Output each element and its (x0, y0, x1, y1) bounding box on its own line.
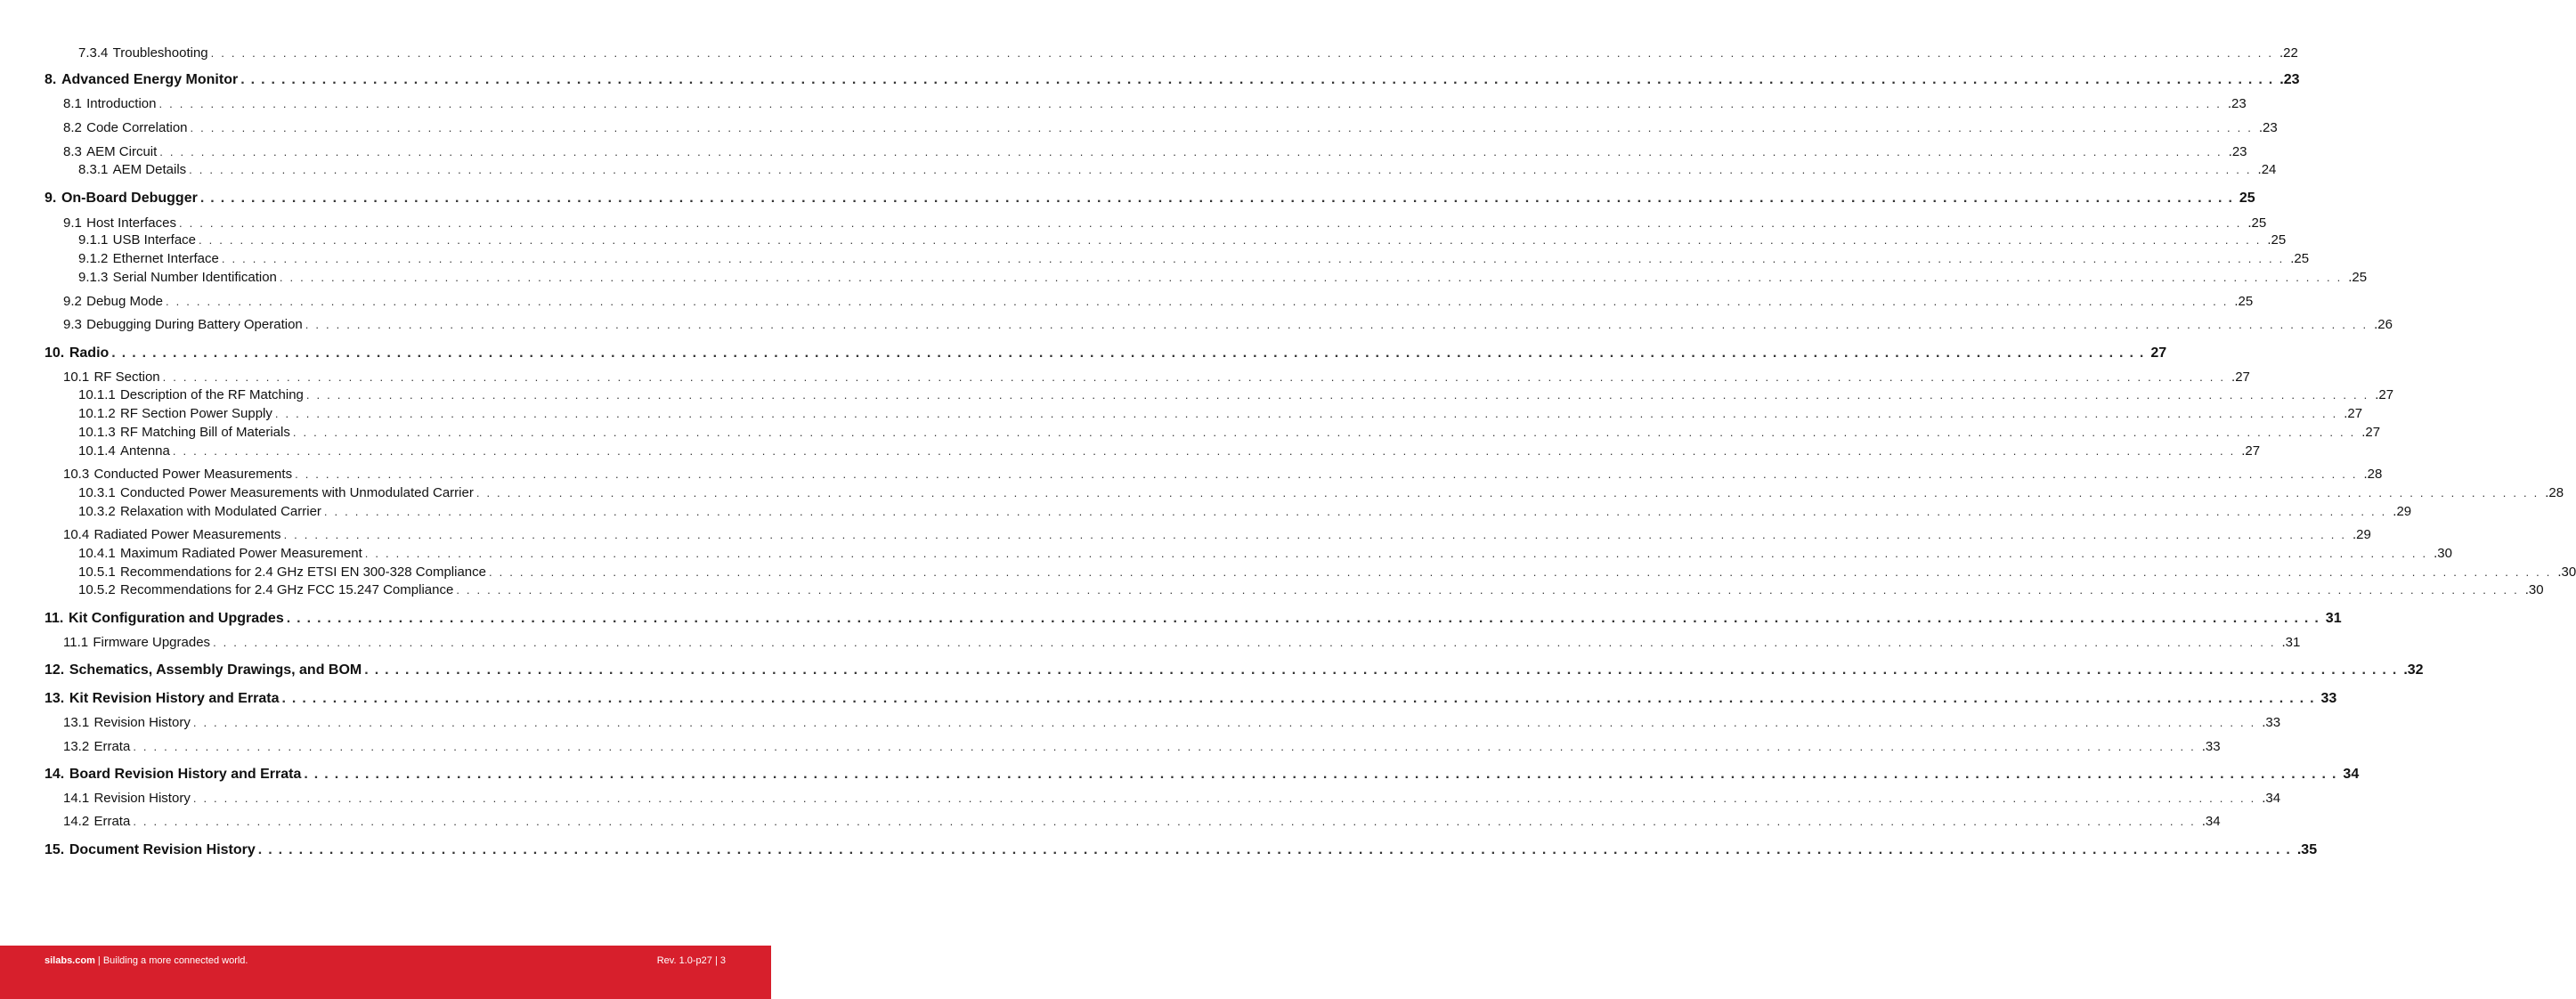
toc-entry-number: 10.3 (63, 467, 90, 482)
toc-entry[interactable] (78, 545, 2452, 563)
toc-entry[interactable] (63, 95, 2247, 113)
toc-entry[interactable] (45, 345, 2167, 362)
footer-site-link[interactable]: silabs.com (45, 955, 95, 966)
toc-entry[interactable] (78, 269, 2368, 287)
toc-dot-leader: ........................................................................................................................................................................................................ (133, 740, 2201, 753)
toc-dot-leader: ........................................................................................................................................................................................................ (210, 46, 2279, 60)
toc-entry[interactable] (63, 369, 2250, 386)
toc-entry-title: Description of the RF Matching (119, 387, 304, 402)
toc-dot-leader: ........................................................................................................................................................................................................ (240, 72, 2279, 87)
toc-entry-page: .30 (2557, 564, 2576, 580)
toc-entry-number: 11.1 (63, 635, 89, 650)
toc-entry-number: 12. (45, 662, 65, 678)
toc-entry-label (78, 386, 304, 404)
toc-entry-label (45, 345, 109, 362)
toc-entry[interactable] (78, 405, 2363, 423)
toc-entry[interactable] (45, 662, 2424, 679)
toc-entry-page: .27 (2344, 406, 2363, 421)
footer-tagline: | Building a more connected world. (94, 955, 248, 966)
toc-entry[interactable] (63, 143, 2247, 161)
toc-entry-number: 13.1 (63, 715, 90, 730)
toc-entry-label (63, 143, 157, 161)
toc-entry-label (45, 71, 238, 89)
toc-dot-leader: ........................................................................................................................................................................................................ (364, 547, 2434, 560)
toc-entry-title: Debug Mode (86, 294, 164, 309)
toc-dot-leader: ........................................................................................................................................................................................................ (281, 691, 2320, 706)
toc-entry-number: 8.2 (63, 120, 82, 135)
toc-entry-page: .34 (2201, 814, 2221, 829)
toc-entry[interactable] (78, 161, 2277, 179)
toc-entry[interactable] (78, 503, 2412, 521)
toc-entry-page: .27 (2361, 425, 2381, 440)
toc-entry[interactable] (63, 316, 2393, 334)
toc-entry-label (78, 231, 196, 249)
toc-dot-leader: ........................................................................................................................................................................................................ (213, 636, 2281, 649)
toc-entry-page: .27 (2241, 443, 2261, 459)
toc-entry-page: .27 (2375, 387, 2394, 402)
toc-entry-title: Debugging During Battery Operation (86, 317, 303, 332)
toc-entry-page: .28 (2545, 485, 2564, 500)
toc-entry-label (63, 293, 163, 311)
footer-revision: Rev. 1.0-p27 | 3 (656, 955, 726, 966)
toc-entry-title: RF Section (93, 370, 160, 385)
toc-entry-label (45, 766, 301, 784)
toc-entry-label (63, 634, 210, 652)
toc-entry-page: .27 (2231, 370, 2250, 385)
toc-entry-title: Host Interfaces (86, 215, 176, 231)
toc-dot-leader: ........................................................................................................................................................................................................ (221, 252, 2290, 265)
toc-entry-number: 10.3.1 (78, 485, 116, 500)
toc-entry-number: 9.1.3 (78, 270, 109, 285)
toc-entry-title: Radiated Power Measurements (93, 527, 281, 542)
toc-entry-number: 10.3.2 (78, 504, 116, 519)
toc-entry-title: RF Matching Bill of Materials (119, 425, 290, 440)
toc-dot-leader: ........................................................................................................................................................................................................ (283, 528, 2352, 541)
toc-dot-leader: ........................................................................................................................................................................................................ (190, 121, 2258, 134)
toc-entry-number: 8.3 (63, 144, 82, 159)
toc-dot-leader: ........................................................................................................................................................................................................ (323, 505, 2393, 518)
toc-dot-leader: ........................................................................................................................................................................................................ (166, 295, 2234, 308)
toc-entry[interactable] (78, 386, 2394, 404)
toc-entry-label (78, 581, 453, 599)
toc-entry-title: Conducted Power Measurements (93, 467, 293, 482)
toc-entry-number: 9.2 (63, 294, 82, 309)
toc-entry-page: .23 (2258, 120, 2278, 135)
toc-entry[interactable] (78, 443, 2261, 460)
toc-entry[interactable] (63, 790, 2281, 808)
toc-entry-number: 13.2 (63, 739, 90, 754)
toc-dot-leader: ........................................................................................................................................................................................................ (475, 486, 2545, 500)
toc-entry-page: .34 (2262, 791, 2281, 806)
toc-entry-title: Kit Revision History and Errata (69, 691, 280, 706)
toc-entry-label (63, 316, 303, 334)
toc-entry-number: 9. (45, 191, 57, 206)
toc-entry[interactable] (45, 690, 2337, 708)
footer-branding (45, 955, 248, 966)
toc-entry-number: 8.3.1 (78, 162, 109, 177)
toc-dot-leader: ........................................................................................................................................................................................................ (111, 345, 2150, 361)
toc-entry-label (45, 662, 362, 679)
toc-dot-leader: ........................................................................................................................................................................................................ (192, 716, 2262, 729)
toc-dot-leader: ........................................................................................................................................................................................................ (304, 767, 2343, 782)
toc-entry[interactable] (45, 71, 2300, 89)
toc-entry-page: .32 (2403, 662, 2424, 678)
toc-entry-number: 10.1.1 (78, 387, 116, 402)
toc-entry[interactable] (63, 293, 2254, 311)
toc-entry-title: Recommendations for 2.4 GHz FCC 15.247 Compliance (119, 582, 454, 597)
toc-entry-number: 14.2 (63, 814, 90, 829)
toc-entry-page: .23 (2227, 96, 2247, 111)
toc-entry-page: .24 (2257, 162, 2277, 177)
toc-entry-page: 27 (2150, 345, 2167, 361)
toc-dot-leader: ........................................................................................................................................................................................................ (456, 583, 2524, 597)
toc-entry-page: .22 (2279, 45, 2298, 61)
toc-entry-title: Advanced Energy Monitor (61, 72, 239, 87)
toc-entry-page: .25 (2348, 270, 2368, 285)
toc-entry-number: 11. (45, 611, 64, 626)
toc-entry-title: Kit Configuration and Upgrades (68, 611, 284, 626)
toc-entry-page: .26 (2374, 317, 2393, 332)
toc-entry-label (63, 119, 188, 137)
toc-entry[interactable] (45, 190, 2255, 207)
toc-entry-number: 9.3 (63, 317, 82, 332)
toc-entry-label (78, 484, 474, 502)
toc-entry-label (63, 95, 157, 113)
page-footer (0, 946, 771, 999)
toc-entry-title: Serial Number Identification (112, 270, 277, 285)
toc-entry-number: 9.1.2 (78, 251, 109, 266)
toc-entry[interactable] (63, 466, 2383, 483)
toc-entry-label (63, 738, 130, 756)
toc-entry-label (63, 526, 281, 544)
toc-entry-title: Radio (69, 345, 110, 361)
toc-entry-page: .30 (2434, 546, 2452, 561)
toc-entry-title: Board Revision History and Errata (69, 767, 302, 782)
toc-entry[interactable] (63, 526, 2371, 544)
toc-entry-page: .25 (2290, 251, 2310, 266)
toc-entry-label (63, 790, 191, 808)
toc-entry-title: USB Interface (112, 232, 197, 248)
toc-entry-label (78, 545, 362, 563)
toc-entry[interactable] (78, 231, 2287, 249)
toc-entry-page: .33 (2201, 739, 2221, 754)
toc-entry-label (63, 215, 176, 232)
toc-entry-number: 10.1 (63, 370, 90, 385)
toc-entry-title: Revision History (93, 791, 191, 806)
toc-dot-leader: ........................................................................................................................................................................................................ (305, 388, 2375, 402)
toc-dot-leader: ........................................................................................................................................................................................................ (274, 407, 2344, 420)
toc-entry-label (63, 813, 130, 831)
toc-entry-page: .23 (2279, 72, 2300, 87)
toc-entry[interactable] (45, 610, 2342, 628)
toc-entry-title: On-Board Debugger (61, 191, 198, 206)
toc-dot-leader: ........................................................................................................................................................................................................ (159, 145, 2228, 158)
toc-entry-page: .23 (2228, 144, 2247, 159)
toc-entry-page: .25 (2234, 294, 2254, 309)
toc-dot-leader: ........................................................................................................................................................................................................ (489, 565, 2557, 579)
toc-entry-title: Document Revision History (69, 842, 256, 857)
toc-dot-leader: ........................................................................................................................................................................................................ (257, 842, 2296, 857)
toc-entry-label (78, 443, 170, 460)
toc-entry-label (63, 369, 160, 386)
toc-entry[interactable] (78, 250, 2310, 268)
toc-entry-label (63, 714, 191, 732)
toc-entry-page: .29 (2352, 527, 2371, 542)
toc-entry-page: .25 (2267, 232, 2287, 248)
toc-entry-label (63, 466, 292, 483)
toc-entry-number: 10. (45, 345, 65, 361)
toc-entry-page: .31 (2281, 635, 2301, 650)
toc-entry-title: RF Section Power Supply (119, 406, 272, 421)
toc-entry-title: Antenna (119, 443, 170, 459)
toc-entry[interactable] (63, 215, 2267, 232)
toc-entry-page: 33 (2320, 691, 2337, 706)
toc-dot-leader: ........................................................................................................................................................................................................ (295, 467, 2363, 481)
toc-dot-leader: ........................................................................................................................................................................................................ (158, 97, 2227, 110)
toc-entry-number: 10.1.2 (78, 406, 116, 421)
toc-dot-leader: ........................................................................................................................................................................................................ (199, 191, 2239, 206)
toc-entry-number: 13. (45, 691, 65, 706)
toc-dot-leader: ........................................................................................................................................................................................................ (189, 163, 2257, 176)
toc-entry-page: 31 (2325, 611, 2342, 626)
toc-entry-title: Introduction (86, 96, 157, 111)
toc-entry-number: 8.1 (63, 96, 82, 111)
toc-entry-title: Conducted Power Measurements with Unmodulated Carrier (119, 485, 474, 500)
toc-entry-page: .25 (2247, 215, 2267, 231)
toc-dot-leader: ........................................................................................................................................................................................................ (179, 216, 2247, 230)
toc-entry-page: .33 (2262, 715, 2281, 730)
toc-entry-title: Errata (93, 814, 131, 829)
toc-dot-leader: ........................................................................................................................................................................................................ (192, 792, 2262, 805)
toc-entry-number: 9.1.1 (78, 232, 109, 248)
toc-dot-leader: ........................................................................................................................................................................................................ (279, 271, 2348, 284)
toc-entry[interactable] (78, 581, 2544, 599)
toc-entry[interactable] (78, 424, 2381, 442)
toc-dot-leader: ........................................................................................................................................................................................................ (292, 426, 2361, 439)
toc-entry[interactable] (78, 484, 2564, 502)
toc-entry-number: 10.4 (63, 527, 90, 542)
toc-entry-page: .30 (2524, 582, 2544, 597)
toc-entry-page: .28 (2363, 467, 2383, 482)
toc-entry-page: .29 (2393, 504, 2412, 519)
toc-entry-label (45, 190, 198, 207)
toc-entry-title: Errata (93, 739, 131, 754)
toc-dot-leader: ........................................................................................................................................................................................................ (286, 611, 2325, 626)
toc-entry-label (45, 610, 284, 628)
toc-entry-label (78, 564, 486, 581)
toc-entry-number: 14.1 (63, 791, 90, 806)
toc-entry-title: Troubleshooting (112, 45, 208, 61)
toc-dot-leader: ........................................................................................................................................................................................................ (133, 815, 2201, 828)
toc-entry-number: 15. (45, 842, 65, 857)
toc-entry[interactable] (63, 813, 2221, 831)
toc-entry[interactable] (78, 45, 2298, 62)
toc-entry-title: Ethernet Interface (112, 251, 219, 266)
toc-dot-leader: ........................................................................................................................................................................................................ (172, 444, 2241, 458)
toc-entry-label (78, 503, 321, 521)
toc-entry-label (45, 690, 279, 708)
toc-entry[interactable] (45, 841, 2318, 859)
toc-entry-number: 9.1 (63, 215, 82, 231)
toc-entry[interactable] (78, 564, 2576, 581)
toc-entry[interactable] (63, 714, 2281, 732)
toc-entry-number: 14. (45, 767, 65, 782)
toc-dot-leader: ........................................................................................................................................................................................................ (162, 370, 2231, 384)
toc-entry-label (78, 424, 290, 442)
toc-entry-number: 10.1.3 (78, 425, 116, 440)
toc-entry-title: AEM Details (112, 162, 187, 177)
toc-entry-title: Maximum Radiated Power Measurement (119, 546, 362, 561)
toc-entry-number: 8. (45, 72, 57, 87)
toc-entry-label (45, 841, 256, 859)
toc-dot-leader: ........................................................................................................................................................................................................ (305, 318, 2374, 331)
toc-entry-label (78, 250, 219, 268)
toc-entry[interactable] (63, 634, 2301, 652)
toc-entry-label (78, 45, 208, 62)
toc-dot-leader: ........................................................................................................................................................................................................ (199, 233, 2267, 247)
toc-entry-number: 7.3.4 (78, 45, 109, 61)
toc-entry-title: Schematics, Assembly Drawings, and BOM (69, 662, 362, 678)
toc-entry-title: AEM Circuit (86, 144, 158, 159)
toc-entry[interactable] (45, 766, 2360, 784)
toc-entry-title: Code Correlation (86, 120, 188, 135)
toc-entry-title: Revision History (93, 715, 191, 730)
toc-entry-number: 10.4.1 (78, 546, 116, 561)
toc-entry-title: Relaxation with Modulated Carrier (119, 504, 321, 519)
toc-entry-title: Firmware Upgrades (93, 635, 211, 650)
toc-entry-page: .35 (2296, 842, 2318, 857)
toc-entry-title: Recommendations for 2.4 GHz ETSI EN 300-328 Compliance (119, 564, 486, 580)
toc-entry-page: 34 (2343, 767, 2360, 782)
toc-entry-label (78, 405, 272, 423)
toc-entry-label (78, 161, 186, 179)
toc-entry-number: 10.1.4 (78, 443, 116, 459)
toc-entry[interactable] (63, 119, 2278, 137)
toc-entry[interactable] (63, 738, 2221, 756)
toc-entry-number: 10.5.2 (78, 582, 116, 597)
toc-dot-leader: ........................................................................................................................................................................................................ (364, 662, 2403, 678)
toc-entry-label (78, 269, 277, 287)
toc-entry-number: 10.5.1 (78, 564, 116, 580)
toc-entry-page: 25 (2239, 191, 2255, 206)
